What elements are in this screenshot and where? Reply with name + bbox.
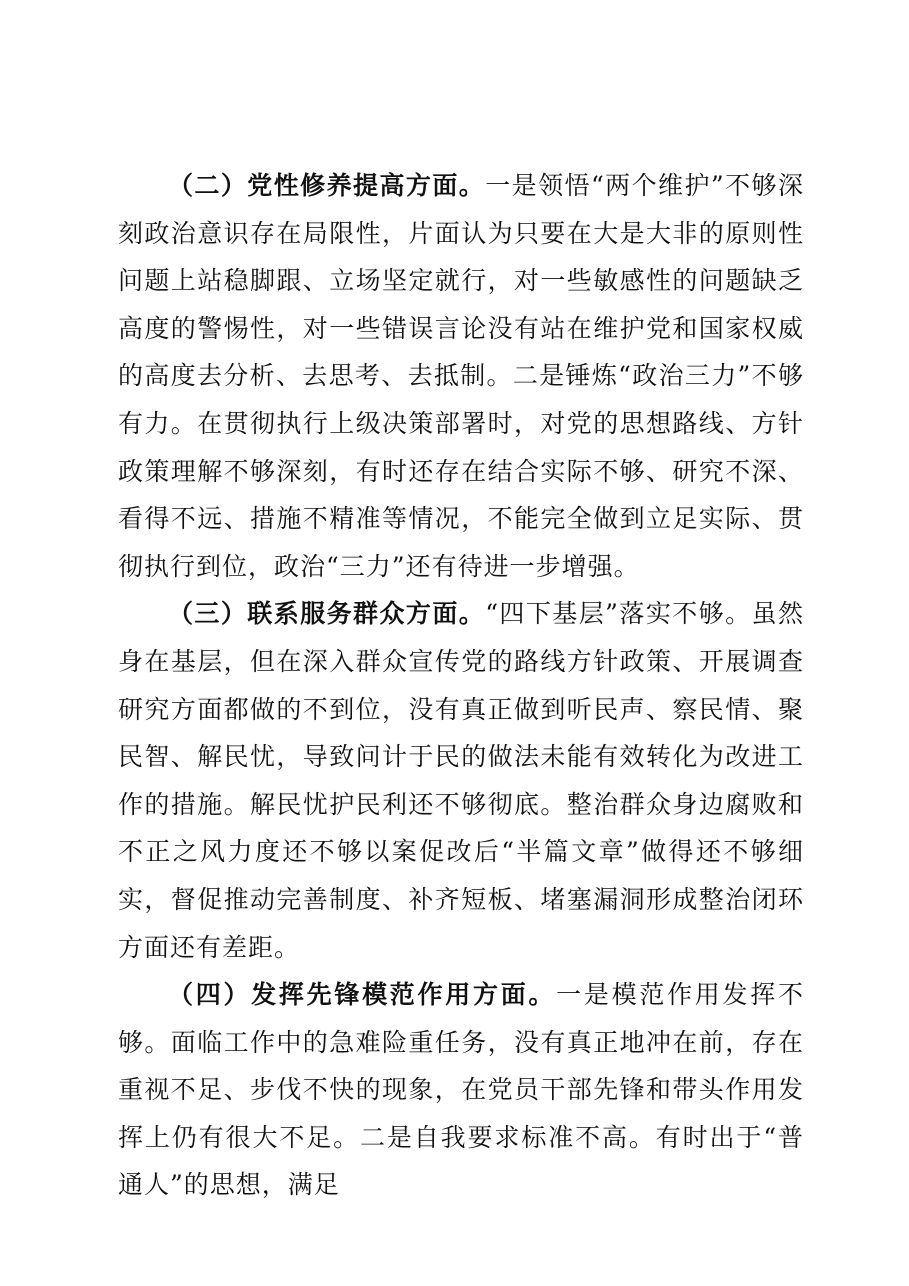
paragraph-serving-masses — [118, 590, 804, 971]
paragraph-text: 一是模范作用发挥不够。面临工作中的急难险重任务，没有真正地冲在前，存在重视不足、步伐不快的现象，在党员干部先锋和带头作用发挥上仍有很大不足。二是自我要求标准不高。有时出于“普通人”的思想，满足 — [118, 980, 804, 1200]
paragraph-text: “四下基层”落实不够。虽然身在基层，但在深入群众宣传党的路线方针政策、开展调查研究方面都做的不到位，没有真正做到听民声、察民情、聚民智、解民忧，导致问计于民的做法未能有效转化为改进工作的措施。解民忧护民利还不够彻底。整治群众身边腐败和不正之风力度还不够以案促改后“半篇文章”做得还不够细实，督促推动完善制度、补齐短板、堵塞漏洞形成整治闭环方面还有差距。 — [118, 599, 804, 962]
paragraph-party-spirit — [118, 162, 804, 590]
paragraph-vanguard-role — [118, 971, 804, 1209]
section-heading: （四）发挥先锋模范作用方面。 — [168, 980, 557, 1010]
document-body — [118, 162, 804, 1209]
paragraph-text: 一是领悟“两个维护”不够深刻政治意识存在局限性，片面认为只要在大是大非的原则性问题上站稳脚跟、立场坚定就行，对一些敏感性的问题缺乏高度的警惕性，对一些错误言论没有站在维护党和国家权威的高度去分析、去思考、去抵制。二是锤炼“政治三力”不够有力。在贯彻执行上级决策部署时，对党的思想路线、方针政策理解不够深刻，有时还存在结合实际不够、研究不深、看得不远、措施不精准等情况，不能完全做到立足实际、贯彻执行到位，政治“三力”还有待进一步增强。 — [118, 171, 804, 581]
section-heading: （二）党性修养提高方面。 — [168, 171, 486, 200]
section-heading: （三）联系服务群众方面。 — [168, 599, 486, 629]
